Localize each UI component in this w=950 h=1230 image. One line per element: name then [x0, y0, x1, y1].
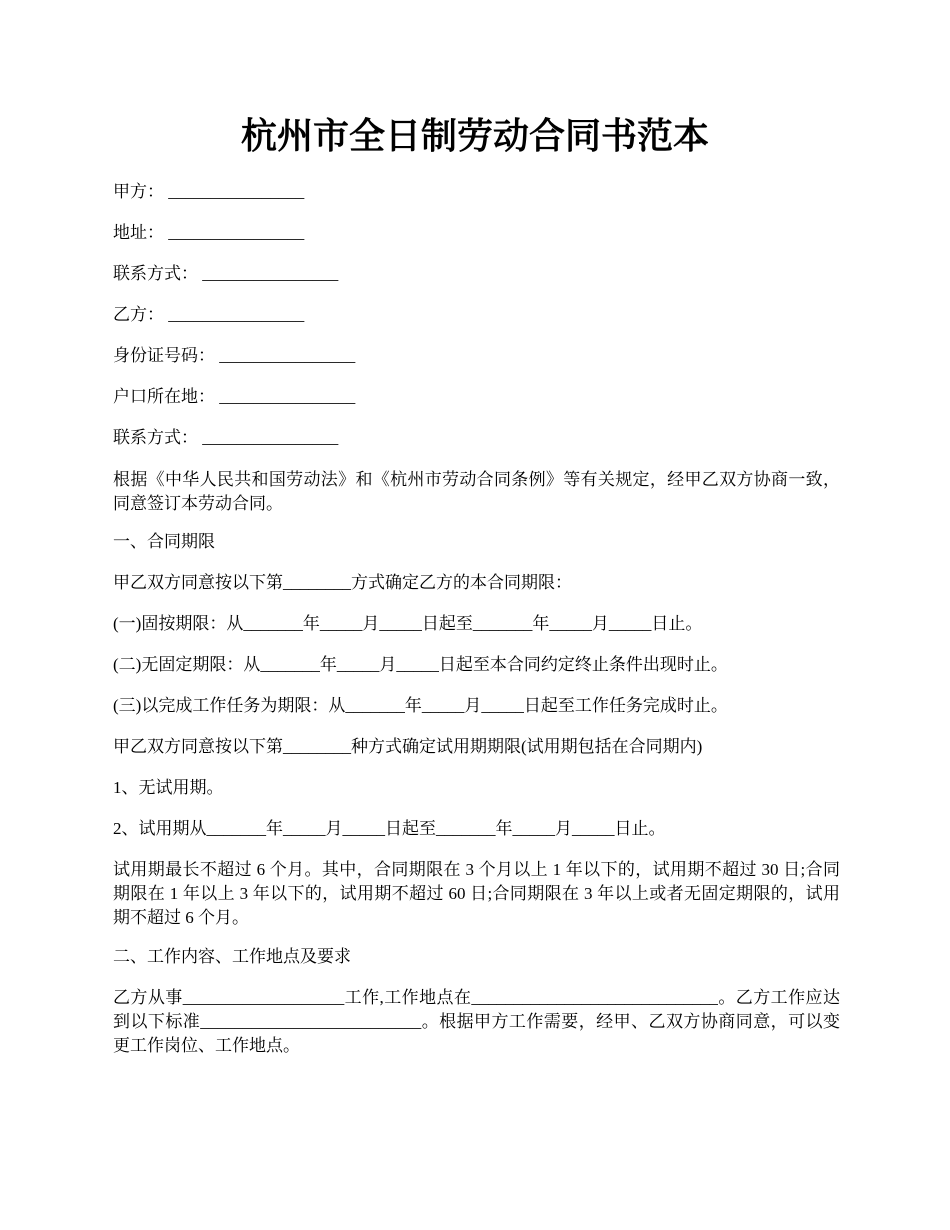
term-task: (三)以完成工作任务为期限：从_______年_____月_____日起至工作任务完成时止。	[113, 696, 728, 715]
party-a-contact-field: 联系方式： ________________	[113, 264, 339, 283]
party-a-name-field: 甲方： ________________	[113, 182, 305, 201]
probation-intro: 甲乙双方同意按以下第________种方式确定试用期期限(试用期包括在合同期内)	[113, 737, 703, 756]
party-a-address-field: 地址： ________________	[113, 223, 305, 242]
probation-option-2: 2、试用期从_______年_____月_____日起至_______年_____月_____日止。	[113, 819, 666, 838]
section1-heading: 一、合同期限	[113, 532, 215, 551]
term-fixed: (一)固按期限：从_______年_____月_____日起至_______年_____月_____日止。	[113, 614, 703, 633]
probation-option-1: 1、无试用期。	[113, 778, 224, 797]
party-b-name-field: 乙方： ________________	[113, 305, 305, 324]
section2-heading: 二、工作内容、工作地点及要求	[113, 947, 351, 966]
party-b-id-field: 身份证号码： ________________	[113, 346, 356, 365]
section2-body: 乙方从事___________________工作,工作地点在_____________________________。乙方工作应达到以下标准__________________________。根据甲方工作需要，经甲、乙双方协商同意，可以变更工作岗位、工作地点。	[113, 988, 840, 1055]
term-open: (二)无固定期限：从_______年_____月_____日起至本合同约定终止条件出现时止。	[113, 655, 728, 674]
party-b-contact-field: 联系方式： ________________	[113, 428, 339, 447]
term-intro: 甲乙双方同意按以下第________方式确定乙方的本合同期限：	[113, 573, 572, 592]
preamble-paragraph: 根据《中华人民共和国劳动法》和《杭州市劳动合同条例》等有关规定，经甲乙双方协商一致，同意签订本劳动合同。	[113, 470, 840, 513]
document-title: 杭州市全日制劳动合同书范本	[240, 116, 709, 156]
probation-rule-paragraph: 试用期最长不超过 6 个月。其中，合同期限在 3 个月以上 1 年以下的，试用期不超过 30 日;合同期限在 1 年以上 3 年以下的，试用期不超过 60 日;合同期限在 3 年以上或者无固定期限的，试用期不超过 6 个月。	[113, 860, 840, 927]
party-b-hukou-field: 户口所在地： ________________	[113, 387, 356, 406]
